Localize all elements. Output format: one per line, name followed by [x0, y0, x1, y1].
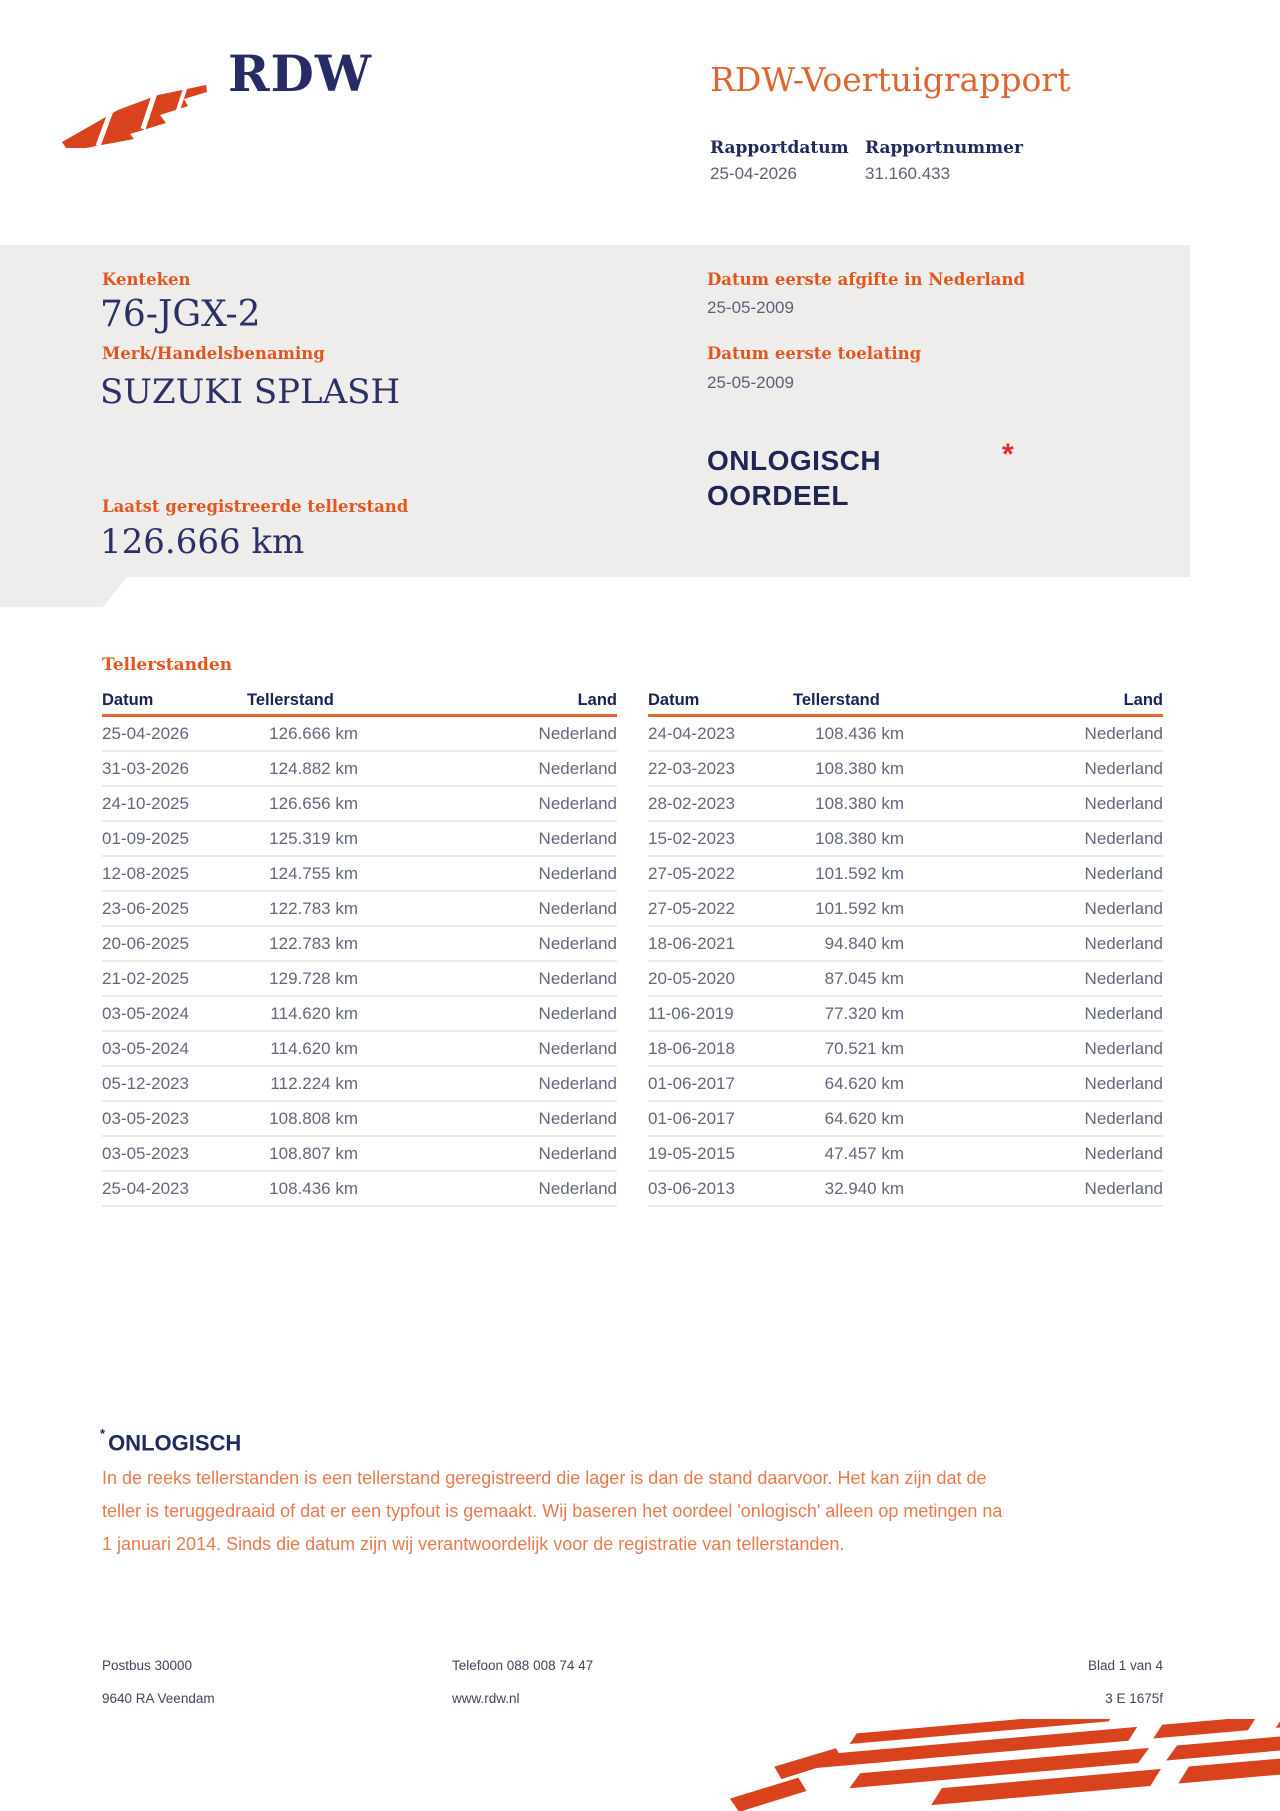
table-cell-datum: 22-03-2023 [648, 758, 735, 778]
table-row [648, 962, 1163, 997]
table-cell-datum: 18-06-2021 [648, 933, 735, 953]
table-row [102, 892, 617, 927]
table-cell-datum: 23-06-2025 [102, 898, 189, 918]
table-cell-land: Nederland [538, 1073, 617, 1093]
table-cell-tellerstand: 108.380 km [815, 758, 904, 778]
table-cell-tellerstand: 101.592 km [815, 898, 904, 918]
table-cell-datum: 18-06-2018 [648, 1038, 735, 1058]
column-header-land: Land [577, 691, 617, 709]
footer-form-code: 3 E 1675f [1105, 1691, 1163, 1706]
verdict-line2: OORDEEL [707, 480, 849, 511]
table-row [102, 927, 617, 962]
table-cell-land: Nederland [1084, 1073, 1163, 1093]
report-number-label: Rapportnummer [865, 138, 1023, 158]
footer-feather-graphic-icon [700, 1719, 1280, 1811]
table-row [102, 997, 617, 1032]
note-line: teller is teruggedraaid of dat er een typfout is gemaakt. Wij baseren het oordeel 'onlogisch' alleen op metingen na [102, 1501, 1003, 1521]
table-cell-tellerstand: 126.666 km [269, 723, 358, 743]
footer-phone: Telefoon 088 008 74 47 [452, 1658, 594, 1673]
table-cell-tellerstand: 108.808 km [269, 1108, 358, 1128]
table-cell-datum: 01-06-2017 [648, 1108, 735, 1128]
table-cell-datum: 03-05-2023 [102, 1143, 189, 1163]
kenteken-value: 76-JGX-2 [100, 294, 261, 335]
column-header-land: Land [1123, 691, 1163, 709]
table-cell-land: Nederland [538, 758, 617, 778]
tellerstanden-table-right [648, 682, 1163, 1207]
column-header-tellerstand: Tellerstand [793, 691, 880, 709]
table-row [648, 892, 1163, 927]
table-cell-land: Nederland [538, 828, 617, 848]
table-cell-tellerstand: 126.656 km [269, 793, 358, 813]
footer-website-link[interactable]: www.rdw.nl [452, 1691, 520, 1706]
table-cell-land: Nederland [538, 1038, 617, 1058]
table-cell-land: Nederland [1084, 933, 1163, 953]
eerste-toelating-label: Datum eerste toelating [707, 344, 922, 363]
table-cell-datum: 27-05-2022 [648, 898, 735, 918]
table-cell-land: Nederland [1084, 793, 1163, 813]
eerste-toelating-value: 25-05-2009 [707, 373, 794, 392]
table-cell-tellerstand: 122.783 km [269, 933, 358, 953]
table-cell-tellerstand: 112.224 km [270, 1073, 358, 1093]
table-cell-land: Nederland [538, 863, 617, 883]
table-row [102, 1137, 617, 1172]
table-cell-tellerstand: 125.319 km [269, 828, 358, 848]
note-line: 1 januari 2014. Sinds die datum zijn wij verantwoordelijk voor de registratie van tellerstanden. [102, 1534, 845, 1554]
table-cell-datum: 03-05-2024 [102, 1003, 189, 1023]
table-cell-land: Nederland [1084, 1003, 1163, 1023]
report-number-value: 31.160.433 [865, 164, 951, 183]
table-cell-tellerstand: 114.620 km [270, 1003, 358, 1023]
table-cell-datum: 15-02-2023 [648, 828, 735, 848]
table-row [648, 1032, 1163, 1067]
table-cell-tellerstand: 108.807 km [269, 1143, 358, 1163]
table-row [102, 787, 617, 822]
column-header-datum: Datum [648, 691, 700, 709]
laatste-tellerstand-label: Laatst geregistreerde tellerstand [102, 497, 409, 516]
table-cell-land: Nederland [1084, 1178, 1163, 1198]
eerste-afgifte-label: Datum eerste afgifte in Nederland [707, 270, 1026, 289]
table-cell-tellerstand: 124.755 km [269, 863, 358, 883]
note-title-text: ONLOGISCH [108, 1430, 242, 1456]
table-cell-datum: 05-12-2023 [102, 1073, 189, 1093]
table-cell-tellerstand: 64.620 km [824, 1073, 904, 1093]
table-cell-tellerstand: 87.045 km [824, 968, 904, 988]
merk-value: SUZUKI SPLASH [100, 372, 401, 412]
table-cell-datum: 25-04-2026 [102, 723, 189, 743]
column-header-datum: Datum [102, 691, 154, 709]
note-paragraph [102, 1462, 1172, 1561]
table-cell-datum: 19-05-2015 [648, 1143, 735, 1163]
table-cell-tellerstand: 114.620 km [270, 1038, 358, 1058]
laatste-tellerstand-value: 126.666 km [100, 522, 305, 562]
table-cell-land: Nederland [1084, 968, 1163, 988]
note-title [100, 1426, 242, 1456]
table-body [102, 717, 617, 1207]
table-cell-land: Nederland [538, 933, 617, 953]
table-row [648, 927, 1163, 962]
verdict-text [707, 443, 881, 513]
table-cell-land: Nederland [1084, 1108, 1163, 1128]
table-cell-datum: 21-02-2025 [102, 968, 189, 988]
merk-label: Merk/Handelsbenaming [102, 344, 325, 363]
table-cell-datum: 25-04-2023 [102, 1178, 189, 1198]
table-cell-land: Nederland [538, 723, 617, 743]
table-cell-tellerstand: 94.840 km [824, 933, 904, 953]
report-date-label: Rapportdatum [710, 138, 849, 158]
table-cell-datum: 20-05-2020 [648, 968, 735, 988]
table-cell-datum: 03-05-2024 [102, 1038, 189, 1058]
table-cell-land: Nederland [1084, 1143, 1163, 1163]
table-cell-land: Nederland [1084, 828, 1163, 848]
table-cell-tellerstand: 124.882 km [269, 758, 358, 778]
table-cell-datum: 03-05-2023 [102, 1108, 189, 1128]
table-cell-land: Nederland [538, 1143, 617, 1163]
table-cell-land: Nederland [1084, 863, 1163, 883]
table-cell-land: Nederland [1084, 898, 1163, 918]
table-body [648, 717, 1163, 1207]
table-cell-datum: 03-06-2013 [648, 1178, 735, 1198]
verdict-line1: ONLOGISCH [707, 445, 882, 476]
table-row [102, 1067, 617, 1102]
tellerstanden-section-title: Tellerstanden [102, 655, 233, 675]
table-cell-tellerstand: 64.620 km [824, 1108, 904, 1128]
verdict-asterisk: * [1002, 438, 1014, 471]
table-cell-datum: 12-08-2025 [102, 863, 189, 883]
table-row [648, 997, 1163, 1032]
table-cell-datum: 01-09-2025 [102, 828, 189, 848]
table-row [102, 822, 617, 857]
tellerstanden-table-left [102, 682, 617, 1207]
table-row [102, 1172, 617, 1207]
table-row [648, 752, 1163, 787]
table-cell-tellerstand: 108.436 km [269, 1178, 358, 1198]
table-row [102, 752, 617, 787]
note-line: In de reeks tellerstanden is een tellerstand geregistreerd die lager is dan de stand daarvoor. Het kan zijn dat de [102, 1468, 987, 1488]
table-row [648, 717, 1163, 752]
table-cell-tellerstand: 77.320 km [824, 1003, 904, 1023]
table-cell-land: Nederland [538, 1108, 617, 1128]
table-cell-tellerstand: 122.783 km [269, 898, 358, 918]
table-cell-tellerstand: 32.940 km [824, 1178, 904, 1198]
note-asterisk: * [100, 1426, 106, 1441]
table-row [648, 1137, 1163, 1172]
footer-page-number: Blad 1 van 4 [1087, 1658, 1163, 1673]
table-cell-datum: 24-10-2025 [102, 793, 189, 813]
table-cell-tellerstand: 108.380 km [815, 828, 904, 848]
table-cell-land: Nederland [538, 793, 617, 813]
table-cell-tellerstand: 101.592 km [815, 863, 904, 883]
table-row [102, 962, 617, 997]
table-cell-land: Nederland [1084, 1038, 1163, 1058]
table-row [648, 822, 1163, 857]
table-row [102, 857, 617, 892]
table-row [648, 1102, 1163, 1137]
table-row [648, 787, 1163, 822]
column-header-tellerstand: Tellerstand [247, 691, 334, 709]
table-cell-tellerstand: 108.436 km [815, 723, 904, 743]
table-cell-tellerstand: 108.380 km [815, 793, 904, 813]
report-date-value: 25-04-2026 [710, 164, 797, 183]
table-row [102, 1102, 617, 1137]
table-row [648, 857, 1163, 892]
table-cell-land: Nederland [538, 968, 617, 988]
table-header-row [102, 682, 617, 717]
table-cell-tellerstand: 70.521 km [824, 1038, 904, 1058]
table-cell-datum: 31-03-2026 [102, 758, 189, 778]
table-cell-tellerstand: 129.728 km [269, 968, 358, 988]
rdw-feather-logo-icon [58, 82, 208, 156]
table-cell-land: Nederland [1084, 758, 1163, 778]
page-title: RDW-Voertuigrapport [710, 60, 1071, 99]
kenteken-label: Kenteken [102, 270, 191, 289]
table-row [102, 717, 617, 752]
table-cell-tellerstand: 47.457 km [824, 1143, 904, 1163]
table-header-row [648, 682, 1163, 717]
table-cell-datum: 11-06-2019 [648, 1003, 734, 1023]
table-cell-datum: 24-04-2023 [648, 723, 735, 743]
table-row [648, 1172, 1163, 1207]
table-cell-datum: 20-06-2025 [102, 933, 189, 953]
table-cell-datum: 27-05-2022 [648, 863, 735, 883]
logo-text: RDW [228, 44, 373, 103]
table-cell-land: Nederland [1084, 723, 1163, 743]
footer-address-line1: Postbus 30000 [102, 1658, 193, 1673]
table-row [102, 1032, 617, 1067]
table-row [648, 1067, 1163, 1102]
footer-address-line2: 9640 RA Veendam [102, 1691, 215, 1706]
table-cell-land: Nederland [538, 1178, 617, 1198]
table-cell-land: Nederland [538, 1003, 617, 1023]
table-cell-datum: 28-02-2023 [648, 793, 735, 813]
table-cell-datum: 01-06-2017 [648, 1073, 735, 1093]
eerste-afgifte-value: 25-05-2009 [707, 298, 794, 317]
table-cell-land: Nederland [538, 898, 617, 918]
